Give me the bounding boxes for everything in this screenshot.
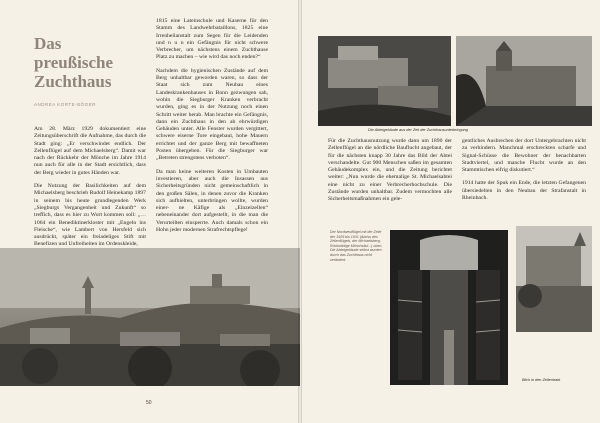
page-number: 50 <box>146 400 152 406</box>
text-column-4 <box>462 138 586 228</box>
prison-yard-photo <box>516 226 592 332</box>
fortress-photo <box>318 36 451 126</box>
town-panorama-photo <box>0 248 300 386</box>
author-name: ANDREA KORTE-BÖGER <box>34 102 96 107</box>
paragraph: Da man keine weiteren Kosten in Umbauten investieren, aber auch die Insassen aus Sicherheitsgründen nicht gemeinschaftlich in den großen Sälen, in denen zuvor die Kranken sich aufhielten, unterbringen wollte, wurden einer- ne Käfige als „Einzelzellen“ nebeneinander dort aufgestellt, in die man die Verurteilten einsperrte. Auch damals schon ein Hohn jeder modernen Strafrechtspflege! <box>156 168 268 234</box>
text-column-2 <box>156 18 268 268</box>
fortress-caption: Die Abteigebäude aus der Zeit der Zuchthausunterbringung <box>368 128 468 132</box>
castle-photo <box>456 36 592 126</box>
inset-caption: Der Nordwestflügel mit der Zelle der 1929 bis 1931 (Abriss des Zellenflügels, der Michaelsberg, Rückwärtige Mönchsäul...) oben. Die Abteigebäude selbst wurden durch das Zuchthaus nicht verändert. <box>330 230 383 262</box>
paragraph: 1914 hatte der Spuk ein Ende, die letzten Gefangenen übersiedelten in den Neubau der Strafanstalt in Rheinbach. <box>462 180 586 202</box>
paragraph: Am 28. März 1929 dokumentiert eine Zeitungsüberschrift die Aufnahme, das durch die Stadt ging: „Er verschwindet endlich. Der Zellenflügel auf dem Michaelsberg“. Damit war nach der Rückkehr der Mönche im Jahre 1914 nun auch für alle in der Stadt ersichtlich, dass der Berg wieder in gutes Händen war. <box>34 126 146 176</box>
paragraph: gentliches Ausbrechen der dort Untergebrachten nicht zu verhindern. Manchmal erschreckten scharfe und Signal-Schüsse die Bewohner der benachbarten Stadtviertel, und manche Flucht wurde an den Stammtischen eifrig diskutiert.“ <box>462 138 586 174</box>
paragraph: 1815 eine Lateinschule und Kaserne für den Stamm des Landwehrbataillons, 1825 eine Irrenheilanstalt zum Segen für die Leidenden und n u n ein Gefängnis für nicht schwere Verbrecher, um nächstens einem Zuchthause Platz zu machen – wie wird das noch enden?“ <box>156 18 268 61</box>
fortress-illustration <box>318 36 451 126</box>
cell-block-caption: Blick in den Zellentrakt <box>522 378 561 382</box>
book-gutter <box>298 0 302 423</box>
paragraph: Die Nutzung der Basilichkeiten auf dem Michaelsberg beschrieb Rudolf Heinekamp 1897 in seinem bis heute grundlegenden Werk „Siegburgs Vergangenheit und Zukunft“ so treffich, dass es hier zu Wort kommen soll: „…1064 ein Benediktinerkloster mit „Engeln ins Fleische“, wie Lambert von Hersfeld sich ausdrückt, später ein freiadeliges Stift mit Benefizen und Unfreiheiten im Ordenskleide, <box>34 183 146 248</box>
paragraph: Nachdem die hygienischen Zustände auf dem Berg unhaltbar geworden waren, so dass der Staat sich zum Neubau eines Landeskrankenhauses in Bonn gezwungen sah, wohin die Siegburger Kranken verbracht wurden, ging es in der Nutzung noch einen Schritt weiter herab. Man brachte ein Gefängnis, dann ein Zuchthaus in den ab ehrwürdigen Gebäuden unter. Alle Fenster wurden vergittert, schwere eiserne Tore eingebaut, hohe Mauern errichtet und der ganze Berg mit bewaffneten Posten übergeben. Für die Siegburger war „Betreten strengstens verboten“. <box>156 67 268 162</box>
paragraph: Für die Zuchthausnutzung wurde dann um 1890 der Zellenflügel an die nördliche Bauflucht angebaut, der für die nächsten knapp 30 Jahre das Bild der Abtei verschandelte. Gut 900 Menschen saßen im gesamten Gebäudekomplex ein, und die Zeitung berichtet weiter: „Nun wurde die ehemalige St. Michaelsabtei eine nicht zu einer Verbrecherhochschule. Die Zustände wurden unhaltbar. Zudem vermochten alle Sicherheitsmaßnahmen ein gele- <box>328 138 452 203</box>
cell-block-photo <box>390 230 508 385</box>
cell-block-illustration <box>390 230 508 385</box>
town-panorama-illustration <box>0 248 300 386</box>
article-title: Das preußische Zuchthaus <box>34 34 114 91</box>
text-column-3 <box>328 138 452 228</box>
prison-yard-illustration <box>516 226 592 332</box>
castle-illustration <box>456 36 592 126</box>
